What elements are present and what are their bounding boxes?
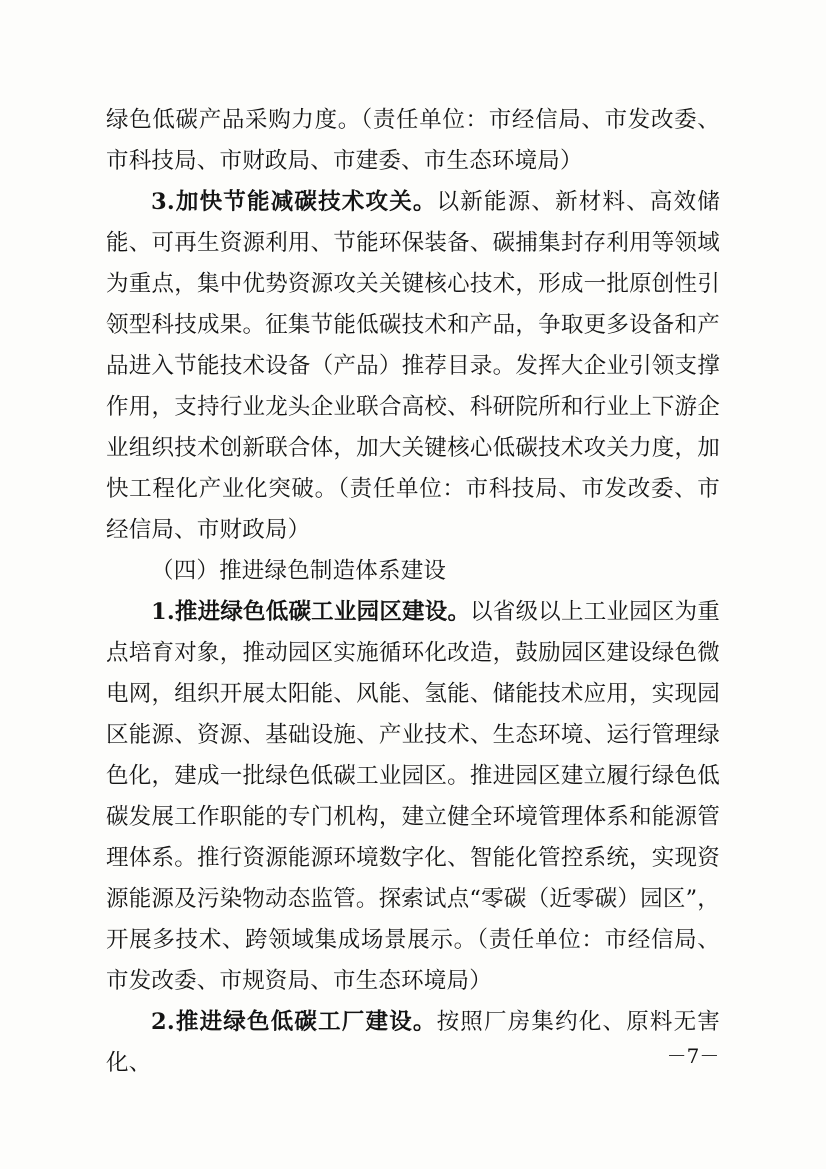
paragraph-text-1: 以省级以上工业园区为重点培育对象，推动园区实施循环化改造，鼓励园区建设绿色微电网，组织开展太阳能、风能、氢能、储能技术应用，实现园区能源、资源、基础设施、产业技术、生态环境、运行管理绿色化，建成一批绿色低碳工业园区。推进园区建立履行绿色低碳发展工作职能的专门机构，建立健全环境管理体系和能源管理体系。推行资源能源环境数字化、智能化管控系统，实现资源能源及污染物动态监管。探索试点“零碳（近零碳）园区”，开展多技术、跨领域集成场景展示。（责任单位：市经信局、市发改委、市规资局、市生态环境局） [106,599,720,994]
paragraph-lead-1: 1.推进绿色低碳工业园区建设。 [151,599,471,625]
paragraph-text: 绿色低碳产品采购力度。（责任单位：市经信局、市发改委、市科技局、市财政局、市建委、市生态环境局） [106,107,720,174]
paragraph-continuation [106,100,720,182]
paragraph-text-3: 以新能源、新材料、高效储能、可再生资源利用、节能环保装备、碳捕集封存利用等领域为重点，集中优势资源攻关关键核心技术，形成一批原创性引领型科技成果。征集节能低碳技术和产品，争取更多设备和产品进入节能技术设备（产品）推荐目录。发挥大企业引领支撑作用，支持行业龙头企业联合高校、科研院所和行业上下游企业组织技术创新联合体，加大关键核心低碳技术攻关力度，加快工程化产业化突破。（责任单位：市科技局、市发改委、市经信局、市财政局） [106,189,720,543]
paragraph-section-four-heading [106,551,720,592]
paragraph-lead-2: 2.推进绿色低碳工厂建设。 [151,1009,437,1035]
section-four-title: （四）推进绿色制造体系建设 [151,558,447,584]
paragraph-text-2: 按照厂房集约化、原料无害化、 [106,1009,720,1076]
document-body [106,100,720,1084]
paragraph-lead-3: 3.加快节能减碳技术攻关。 [151,189,437,215]
paragraph-item-3 [106,182,720,551]
page-number: －7－ [666,1044,720,1068]
paragraph-item-1 [106,592,720,1002]
